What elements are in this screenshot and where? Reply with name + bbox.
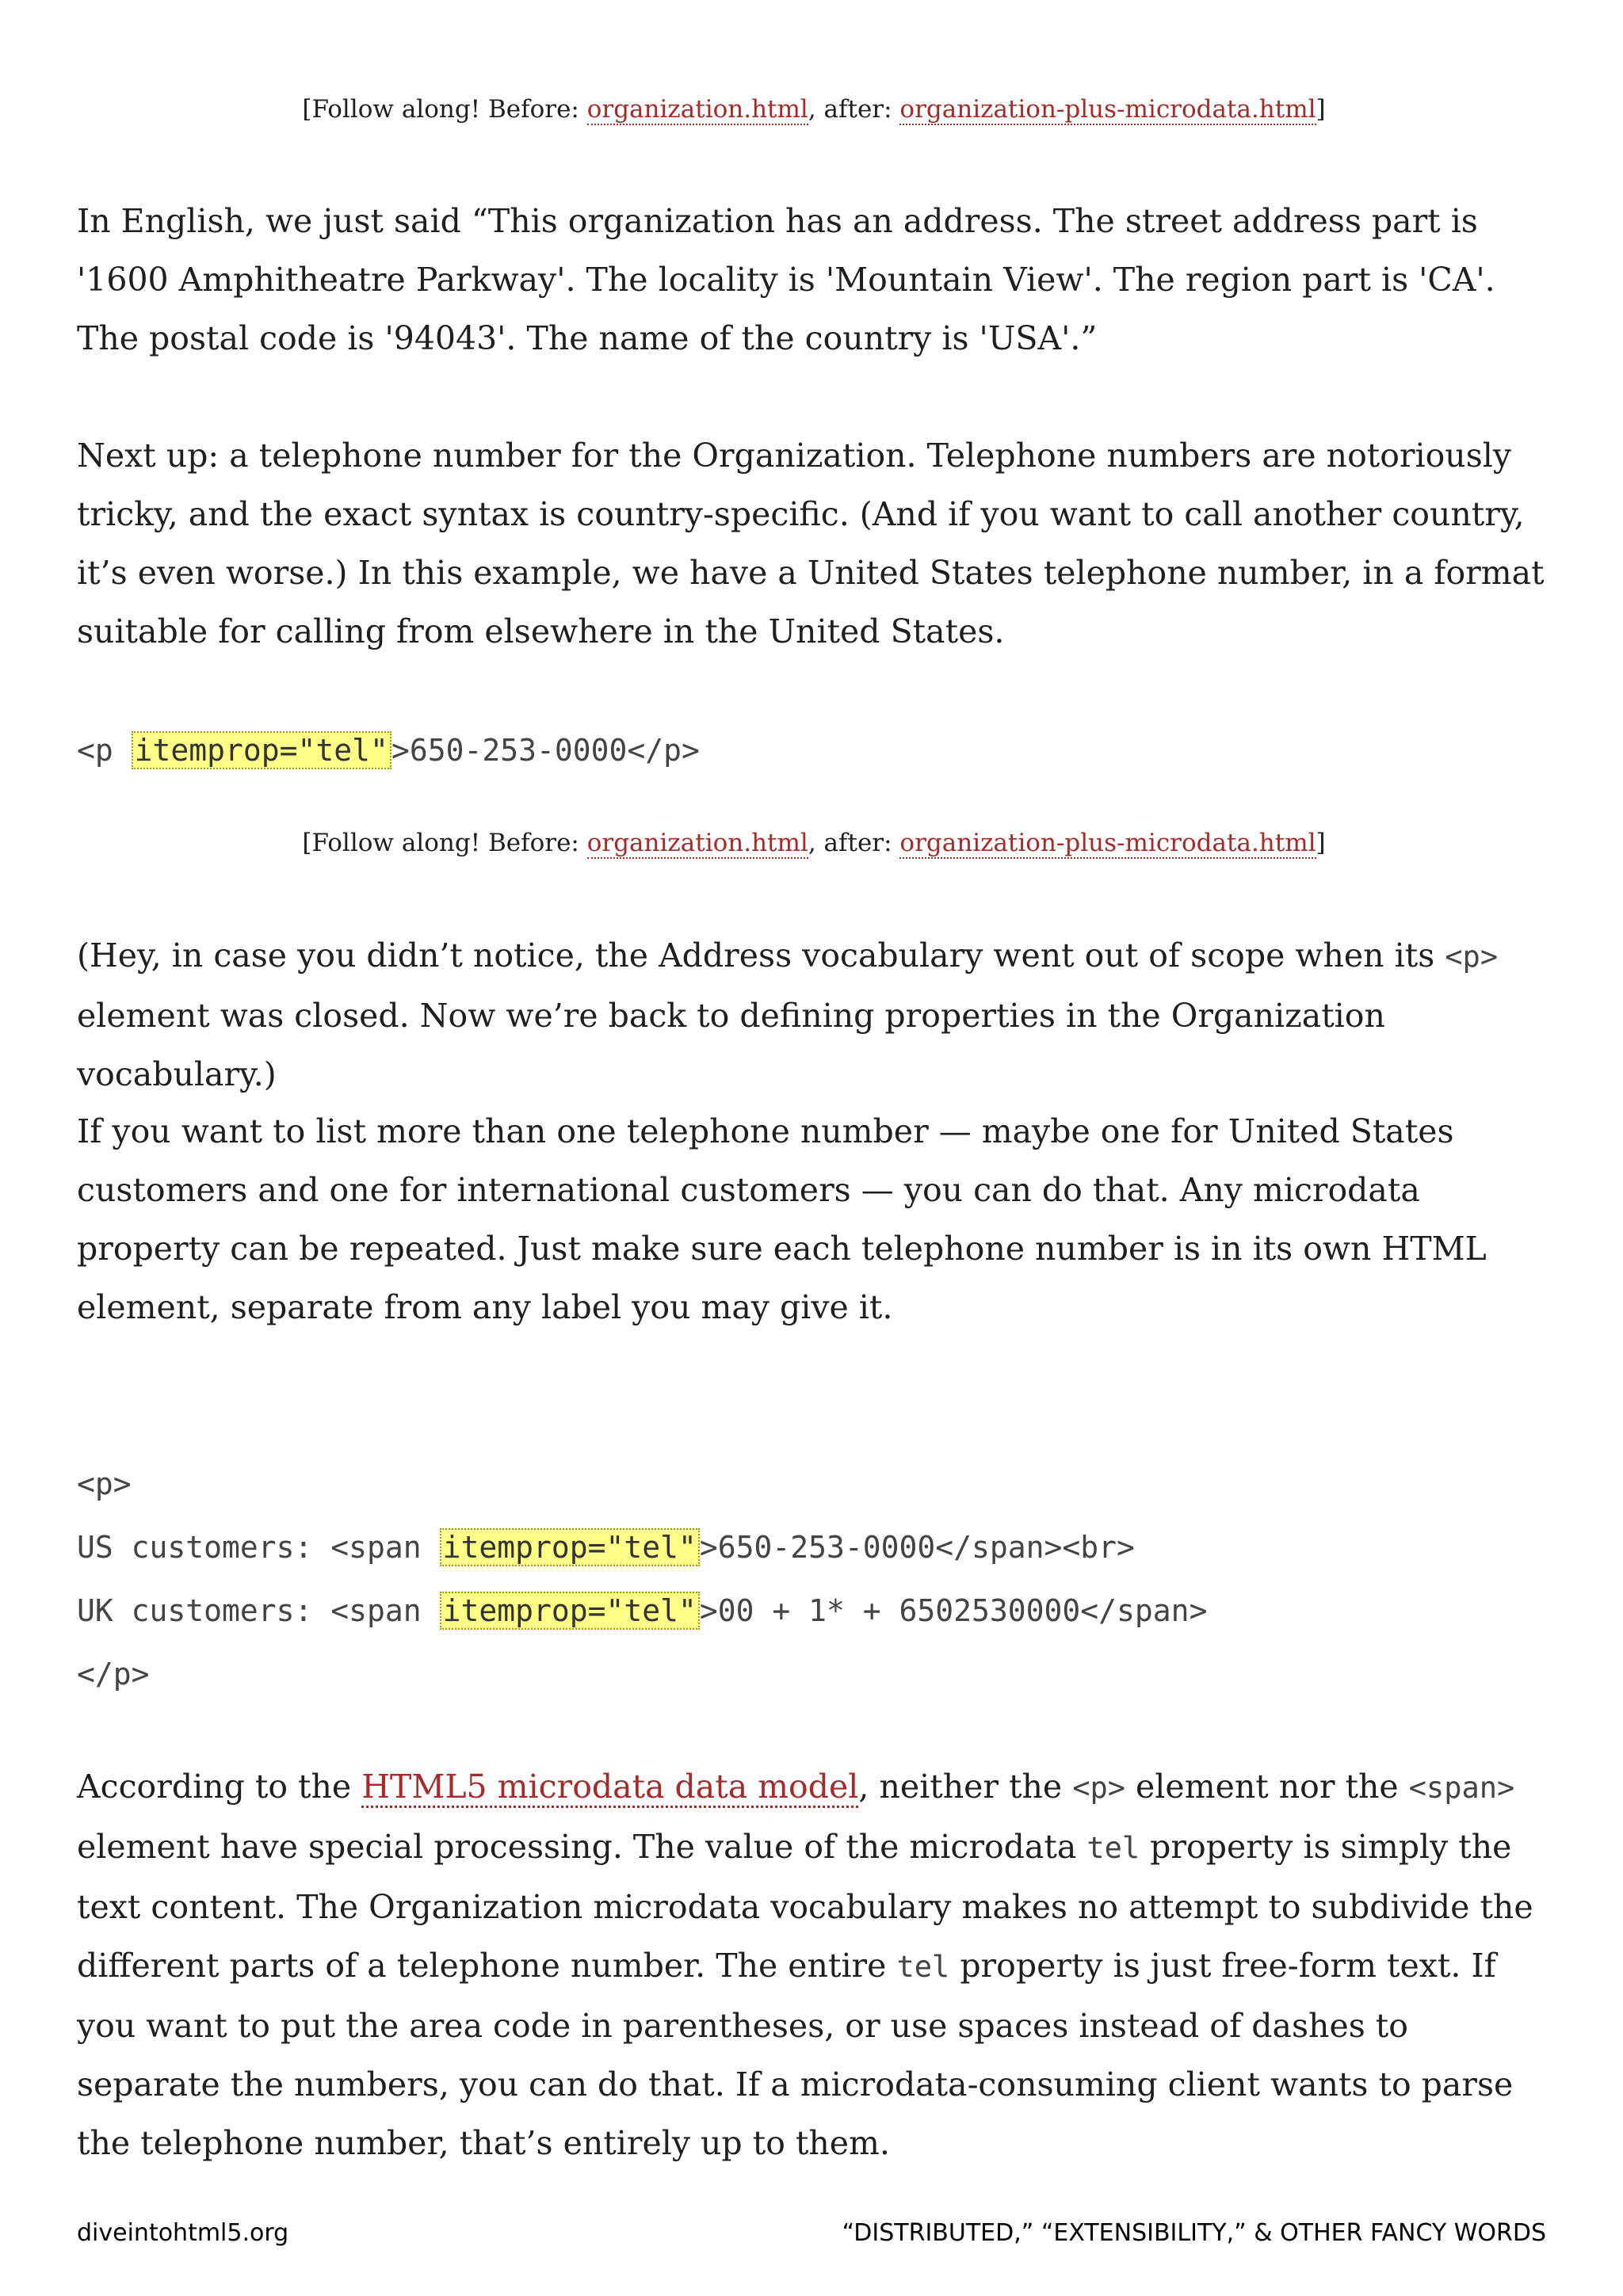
data-model-text: , neither the [858, 1768, 1073, 1806]
follow-along-note [77, 93, 1551, 125]
paragraph-address-summary: In English, we just said “This organization has an address. The street address part is '1600 Amphitheatre Parkway'. The locality is 'Mountain View'. The region part is 'CA'. The postal code is '94043'. The name of the country is 'USA'.” [77, 202, 1495, 357]
paragraph-scope-note [77, 926, 1551, 1104]
follow-along-middle: , after: [808, 829, 900, 857]
data-model-text: element nor the [1125, 1768, 1409, 1806]
paragraph-telephone-intro: Next up: a telephone number for the Organization. Telephone numbers are notoriously tricky, and the exact syntax is country-specific. (And if you want to call another country, it’s even worse.) In this example, we have a United States telephone number, in a format suitable for calling from elsewhere in the United States. [77, 437, 1545, 650]
code-text: US customers: <span [77, 1530, 440, 1565]
before-link-2[interactable]: organization.html [586, 829, 808, 857]
code-line [77, 1516, 1207, 1579]
inline-code-tel: tel [1086, 1831, 1140, 1865]
code-tag-open: <p [77, 733, 132, 768]
code-line [77, 1579, 1207, 1642]
after-link-2[interactable]: organization-plus-microdata.html [899, 829, 1316, 857]
code-tag-rest: >650-253-0000</p> [391, 733, 700, 768]
highlighted-attribute: itemprop="tel" [132, 731, 391, 769]
follow-along-prefix: [Follow along! Before: [302, 829, 587, 857]
code-block-tel [77, 719, 700, 782]
follow-along-prefix: [Follow along! Before: [302, 95, 587, 124]
code-block-multi-tel [77, 1452, 1207, 1706]
data-model-text: element have special processing. The value of the microdata [77, 1828, 1087, 1866]
inline-code-span: <span> [1408, 1771, 1515, 1805]
inline-code-p: <p> [1445, 940, 1499, 974]
follow-along-middle: , after: [808, 95, 900, 124]
scope-note-text: (Hey, in case you didn’t notice, the Address vocabulary went out of scope when its [77, 936, 1445, 974]
data-model-text: According to the [77, 1768, 362, 1806]
highlighted-attribute: itemprop="tel" [440, 1528, 700, 1566]
code-line: <p> [77, 1466, 132, 1501]
footer-site-name: diveintohtml5.org [77, 2219, 289, 2247]
follow-along-suffix: ] [1316, 95, 1326, 124]
data-model-text: property is simply the text content. The Organization microdata vocabulary makes no attempt to subdivide the different parts of a telephone number. The entire [77, 1828, 1533, 1985]
after-link[interactable]: organization-plus-microdata.html [899, 95, 1316, 124]
inline-code-tel: tel [896, 1950, 950, 1984]
inline-code-p: <p> [1072, 1771, 1126, 1805]
paragraph-data-model [77, 1757, 1551, 2172]
footer-chapter-title: “DISTRIBUTED,” “EXTENSIBILITY,” & OTHER FANCY WORDS [842, 2219, 1546, 2247]
follow-along-suffix: ] [1316, 829, 1326, 857]
code-line: </p> [77, 1657, 150, 1691]
follow-along-note-2 [77, 827, 1551, 859]
data-model-text: property is just free-form text. If you want to put the area code in parentheses, or use spaces instead of dashes to separate the numbers, you can do that. If a microdata-consuming client wants to parse the telephone number, that’s entirely up to them. [77, 1947, 1514, 2162]
paragraph-multiple-numbers: If you want to list more than one telephone number — maybe one for United States customers and one for international customers — you can do that. Any microdata property can be repeated. Just make sure each telephone number is in its own HTML element, separate from any label you may give it. [77, 1112, 1487, 1326]
before-link[interactable]: organization.html [586, 95, 808, 124]
code-text: UK customers: <span [77, 1593, 440, 1628]
code-text: >650-253-0000</span><br> [699, 1530, 1135, 1565]
data-model-link[interactable]: HTML5 microdata data model [361, 1768, 858, 1808]
highlighted-attribute: itemprop="tel" [440, 1592, 700, 1630]
scope-note-text-2: element was closed. Now we’re back to defining properties in the Organization vocabulary.) [77, 997, 1385, 1093]
code-text: >00 + 1* + 6502530000</span> [699, 1593, 1208, 1628]
